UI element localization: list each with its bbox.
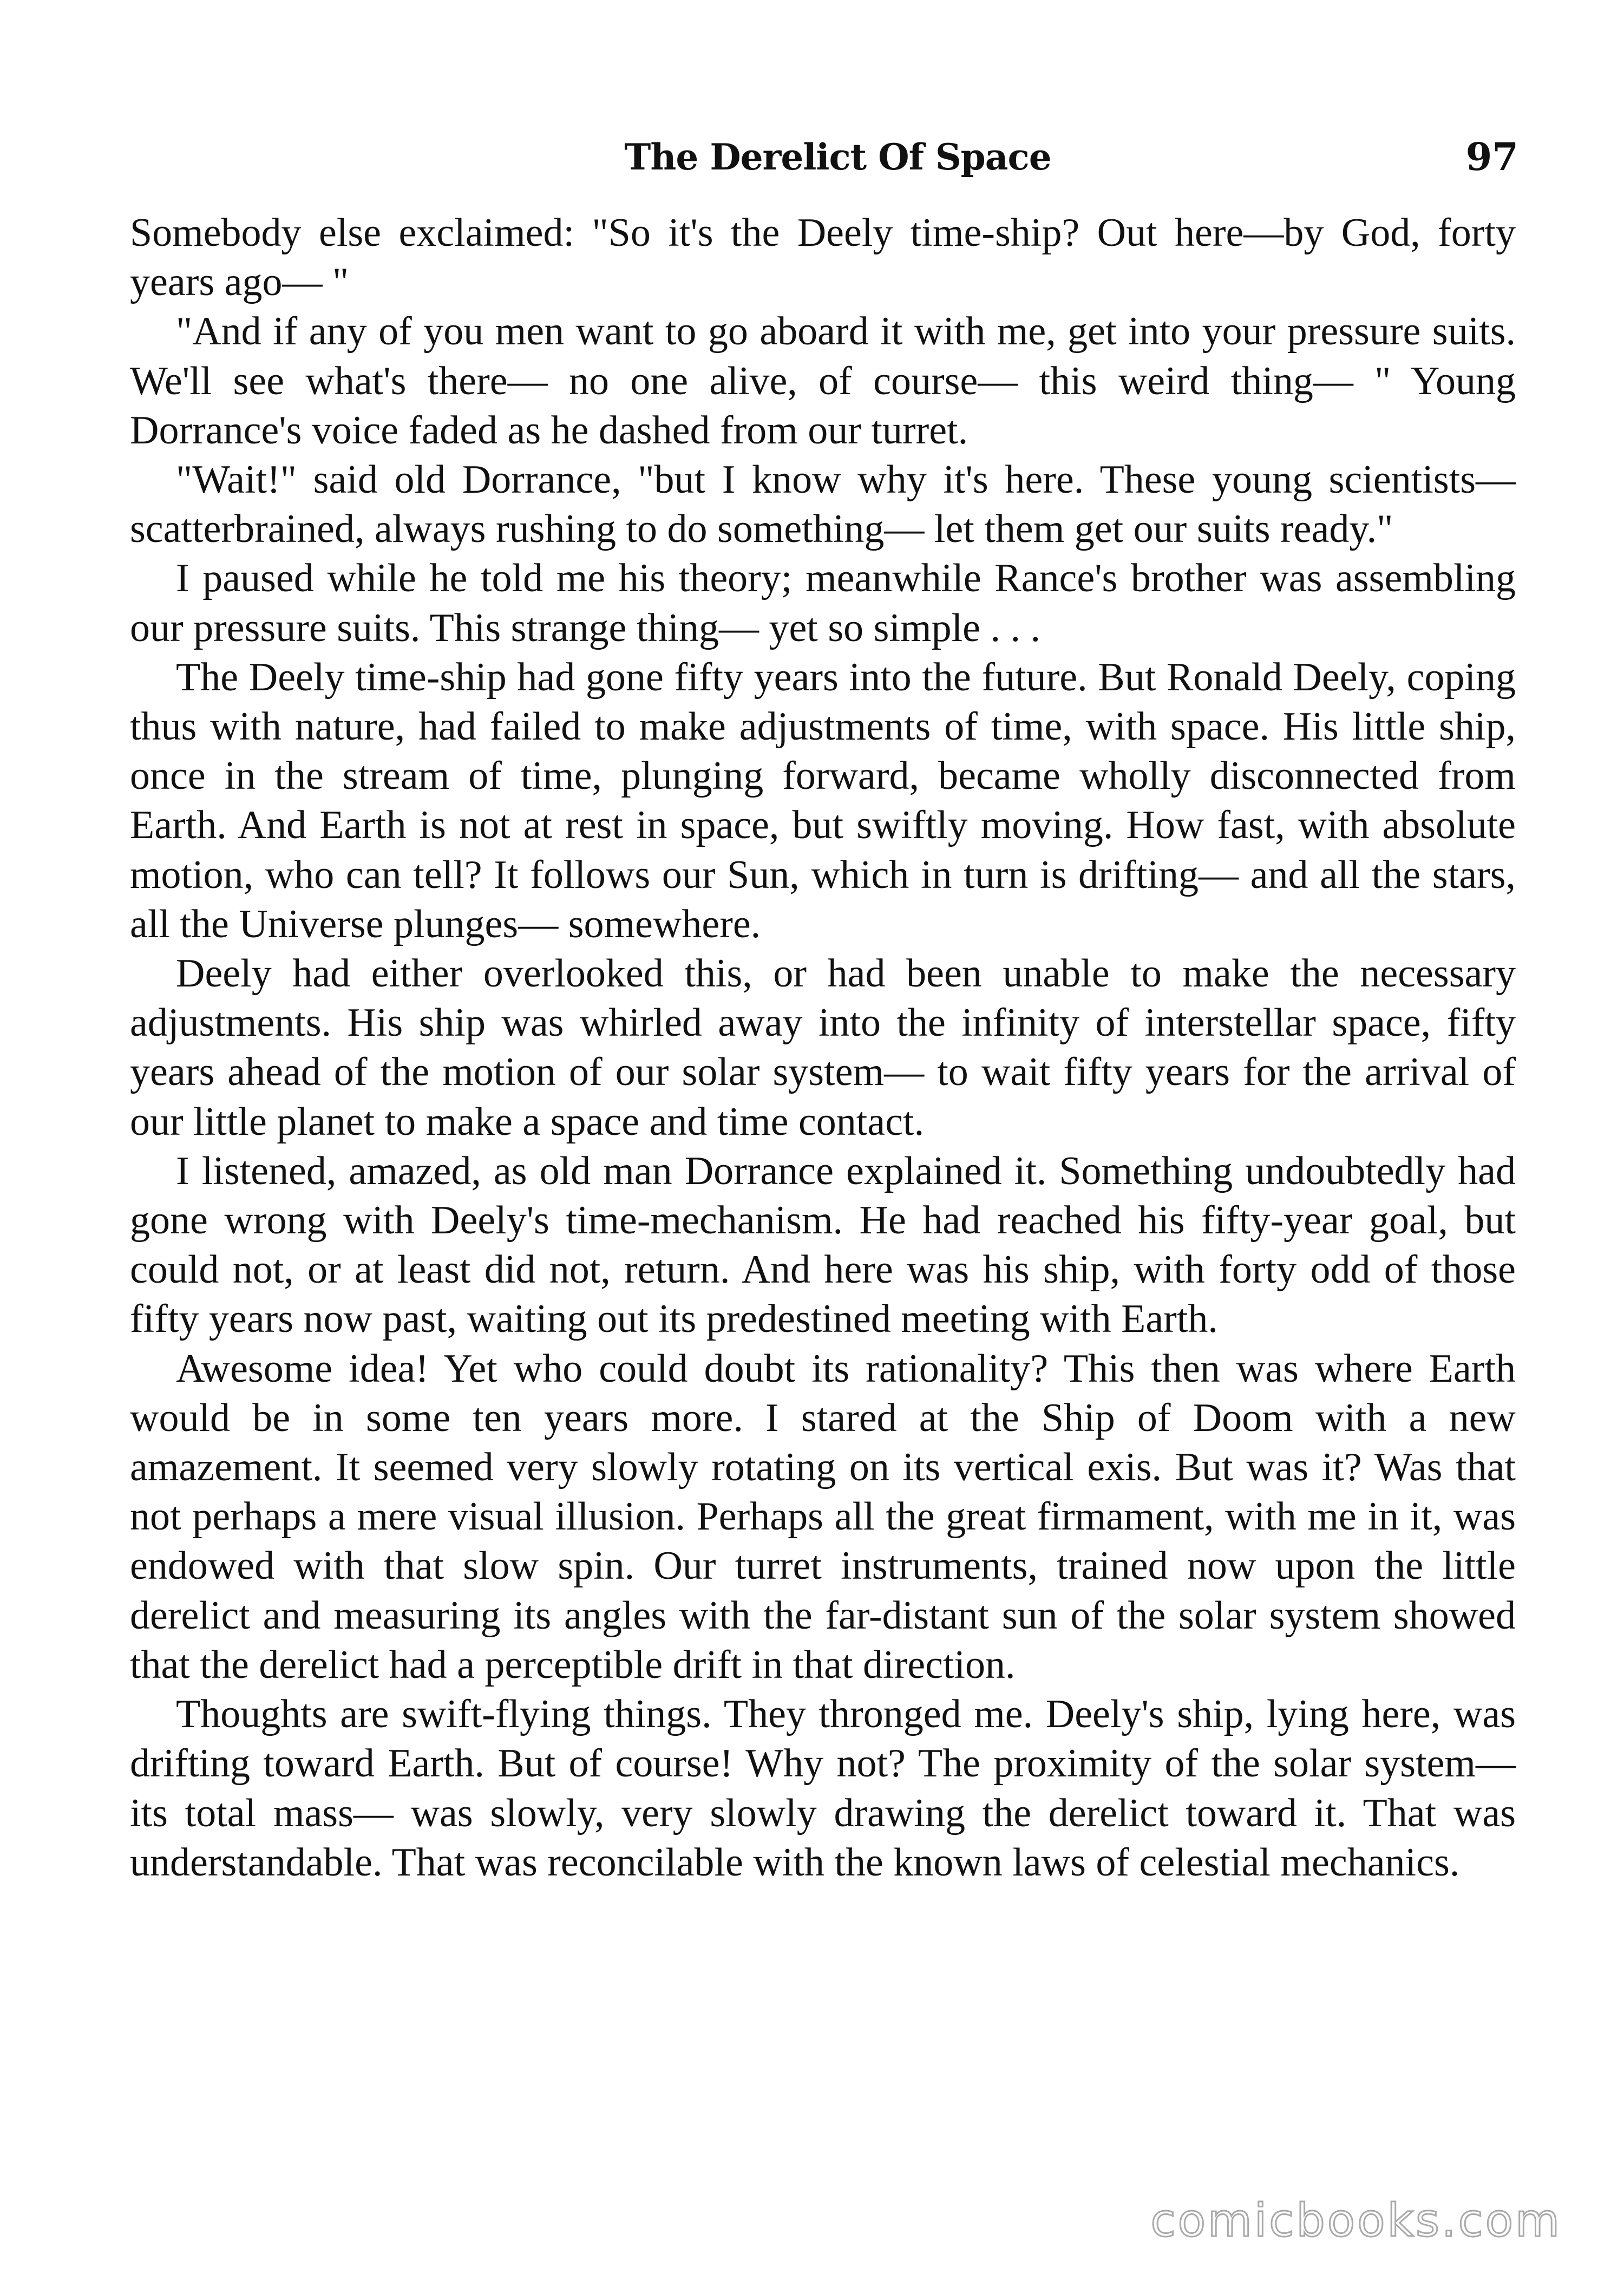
page-number: 97 <box>1465 134 1518 179</box>
paragraph-9: Thoughts are swift-flying things. They thronged me. Deely's ship, lying here, was drifting toward Earth. But of course! Why not? The proximity of the solar system— its total mass— was slowly, very slowly drawing the derelict toward it. That was understandable. That was reconcilable with the known laws of celestial mechanics. <box>130 1692 1516 1885</box>
paragraph-3: "Wait!" said old Dorrance, "but I know why it's here. These young scientists— scatterbrained, always rushing to do something— let them get our suits ready." <box>130 458 1516 552</box>
paragraph-2: "And if any of you men want to go aboard it with me, get into your pressure suits. We'll see what's there— no one alive, of course— this weird thing— " Young Dorrance's voice faded as he dashed from our turret. <box>130 309 1516 453</box>
paragraph-5: The Deely time-ship had gone fifty years into the future. But Ronald Deely, coping thus with nature, had failed to make adjustments of time, with space. His little ship, once in the stream of time, plunging forward, became wholly disconnected from Earth. And Earth is not at rest in space, but swiftly moving. How fast, with absolute motion, who can tell? It follows our Sun, which in turn is drifting— and all the stars, all the Universe plunges— somewhere. <box>130 655 1516 946</box>
running-title: The Derelict Of Space <box>624 136 1051 178</box>
paragraph-8: Awesome idea! Yet who could doubt its rationality? This then was where Earth would be in some ten years more. I stared at the Ship of Doom with a new amazement. It seemed very slowly rotating on its vertical exis. But was it? Was that not perhaps a mere visual illusion. Perhaps all the great firmament, with me in it, was endowed with that slow spin. Our turret instruments, trained now upon the little derelict and measuring its angles with the far-distant sun of the solar system showed that the derelict had a perceptible drift in that direction. <box>130 1346 1516 1687</box>
paragraph-4: I paused while he told me his theory; meanwhile Rance's brother was assembling our pressure suits. This strange thing— yet so simple . . . <box>130 556 1516 650</box>
paragraph-7: I listened, amazed, as old man Dorrance explained it. Something undoubtedly had gone wrong with Deely's time-mechanism. He had reached his fifty-year goal, but could not, or at least did not, return. And here was his ship, with forty odd of those fifty years now past, waiting out its predestined meeting with Earth. <box>130 1148 1516 1342</box>
watermark: comicbooks.com <box>1150 2194 1562 2247</box>
paragraph-1: Somebody else exclaimed: "So it's the Deely time-ship? Out here—by God, forty years ago— " <box>130 211 1516 305</box>
body-text <box>130 208 1516 1887</box>
page-header <box>157 130 1518 184</box>
paragraph-6: Deely had either overlooked this, or had been unable to make the necessary adjustments. His ship was whirled away into the infinity of interstellar space, fifty years ahead of the motion of our solar system— to wait fifty years for the arrival of our little planet to make a space and time contact. <box>130 951 1516 1144</box>
